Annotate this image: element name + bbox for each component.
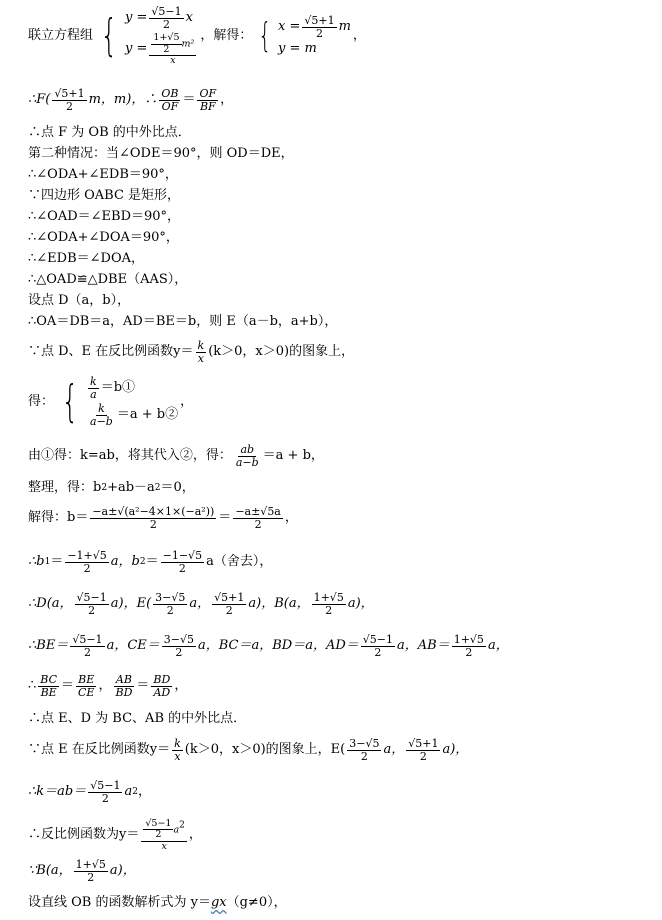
- coordinates-line: ∴D(a， $\frac{√5-1}{2}$ a)，E( $\frac{3-√5}{2}$ a， $\frac{√5+1}{2}$ a)，B(a， $\frac{1+√5}{2}$ a)，: [28, 591, 374, 618]
- left-brace: {: [258, 16, 272, 57]
- solution-row-2: y = m: [277, 41, 317, 57]
- text-line: ∴OA＝DB＝a，AD＝BE＝b，则 E（a－b，a+b），: [28, 314, 338, 329]
- inverse-function-line: ∵点 D、E 在反比例函数y＝ $\frac{k}{x}$ (k＞0，x＞0)的图象上，: [28, 339, 355, 366]
- quadratic-solution-line: 解得：b＝ $\frac{\text{−a±√(a²−4×1×(−a²))}}{2}$ ＝ $\frac{-a\pm√5a}{2}$ ，: [28, 505, 298, 532]
- solution-row-1: x = $\frac{√5+1}{2}$ m: [277, 14, 351, 41]
- system-row-2: y = $\frac{1+√5}{2}$ m² x: [125, 32, 195, 67]
- point-e-line: ∵点 E 在反比例函数y＝ $\frac{k}{x}$ (k＞0，x＞0)的图象上，E( $\frac{3-√5}{2}$ a， $\frac{√5+1}{2}$ a)，: [28, 737, 469, 764]
- text-line: 设点 D（a，b），: [28, 293, 131, 308]
- left-brace: {: [61, 376, 79, 428]
- system-row-1: $\frac{k}{a}$ ＝b①: [90, 375, 136, 402]
- simplify-line: 整理，得：b 2 +ab－a 2 ＝0，: [28, 480, 195, 495]
- point-f-line: ∴F( $\frac{√5+1}{2}$ m，m)，∴ $\frac{OB}{OF}$ ＝ $\frac{OF}{BF}$ ，: [28, 87, 234, 114]
- system-row-2: $\frac{k}{a-b}$ ＝a + b②: [90, 402, 179, 429]
- point-b-line: ∵B(a， $\frac{1+√5}{2}$ a)，: [28, 858, 136, 885]
- text-line: ∴点 F 为 OB 的中外比点．: [28, 125, 191, 140]
- roots-line: ∴b 1 ＝ $\frac{-1+√5}{2}$ a，b 2 ＝ $\frac{-1-√5}{2}$ a（舍去），: [28, 549, 273, 576]
- k-value-line: ∴k＝ab＝ $\frac{√5-1}{2}$ a 2 ，: [28, 779, 151, 806]
- equation-system-line: 联立方程组 { y = $\frac{√5-1}{2}$ x y = $\frac{1+√5}{2}$ m² x ，解得： { x = $\frac{√5+1}{2}$ m y = m ，: [28, 5, 366, 67]
- system-ab-line: 得： { $\frac{k}{a}$ ＝b① $\frac{k}{a-b}$ ＝a + b② ，: [28, 375, 194, 429]
- system-row-1: y = $\frac{√5-1}{2}$ x: [125, 5, 193, 32]
- text-line: ∴∠ODA+∠EDB＝90°，: [28, 167, 178, 182]
- segment-lengths-line: ∴BE＝ $\frac{√5-1}{2}$ a，CE＝ $\frac{3-√5}{2}$ a，BC＝a，BD＝a，AD＝ $\frac{√5-1}{2}$ a，AB＝ $\frac{1+√5}{2}$ a，: [28, 633, 509, 660]
- left-brace: {: [100, 10, 118, 62]
- text-line: ∴△OAD≌△DBE（AAS），: [28, 272, 188, 287]
- text-line: 第二种情况：当∠ODE＝90°，则 OD＝DE，: [28, 146, 294, 161]
- line-ob-line: 设直线 OB 的函数解析式为 y＝ gx （g≠0），: [28, 895, 287, 910]
- label-simultaneous: 联立方程组: [28, 27, 94, 43]
- text-line: ∴∠ODA+∠DOA＝90°，: [28, 230, 179, 245]
- text-line: ∴∠OAD＝∠EBD＝90°，: [28, 209, 181, 224]
- text-line: ∵四边形 OABC 是矩形，: [28, 188, 181, 203]
- solution-system: [254, 15, 351, 57]
- text-line: ∴点 E、D 为 BC、AB 的中外比点．: [28, 711, 247, 726]
- equation-system: [95, 6, 198, 67]
- text-line: ∴∠EDB＝∠DOA，: [28, 251, 144, 266]
- inverse-function-result-line: ∴反比例函数为y＝ $\frac{√5-1}{2}$ a2 x ，: [28, 818, 202, 852]
- ratio-line: ∴ $\frac{BC}{BE}$ ＝ $\frac{BE}{CE}$ ， $\frac{AB}{BD}$ ＝ $\frac{BD}{AD}$ ，: [28, 673, 188, 700]
- substitution-line: 由①得：k=ab，将其代入②，得： $\frac{ab}{a-b}$ ＝a + b，: [28, 443, 324, 470]
- label-solve: ，解得：: [200, 27, 253, 43]
